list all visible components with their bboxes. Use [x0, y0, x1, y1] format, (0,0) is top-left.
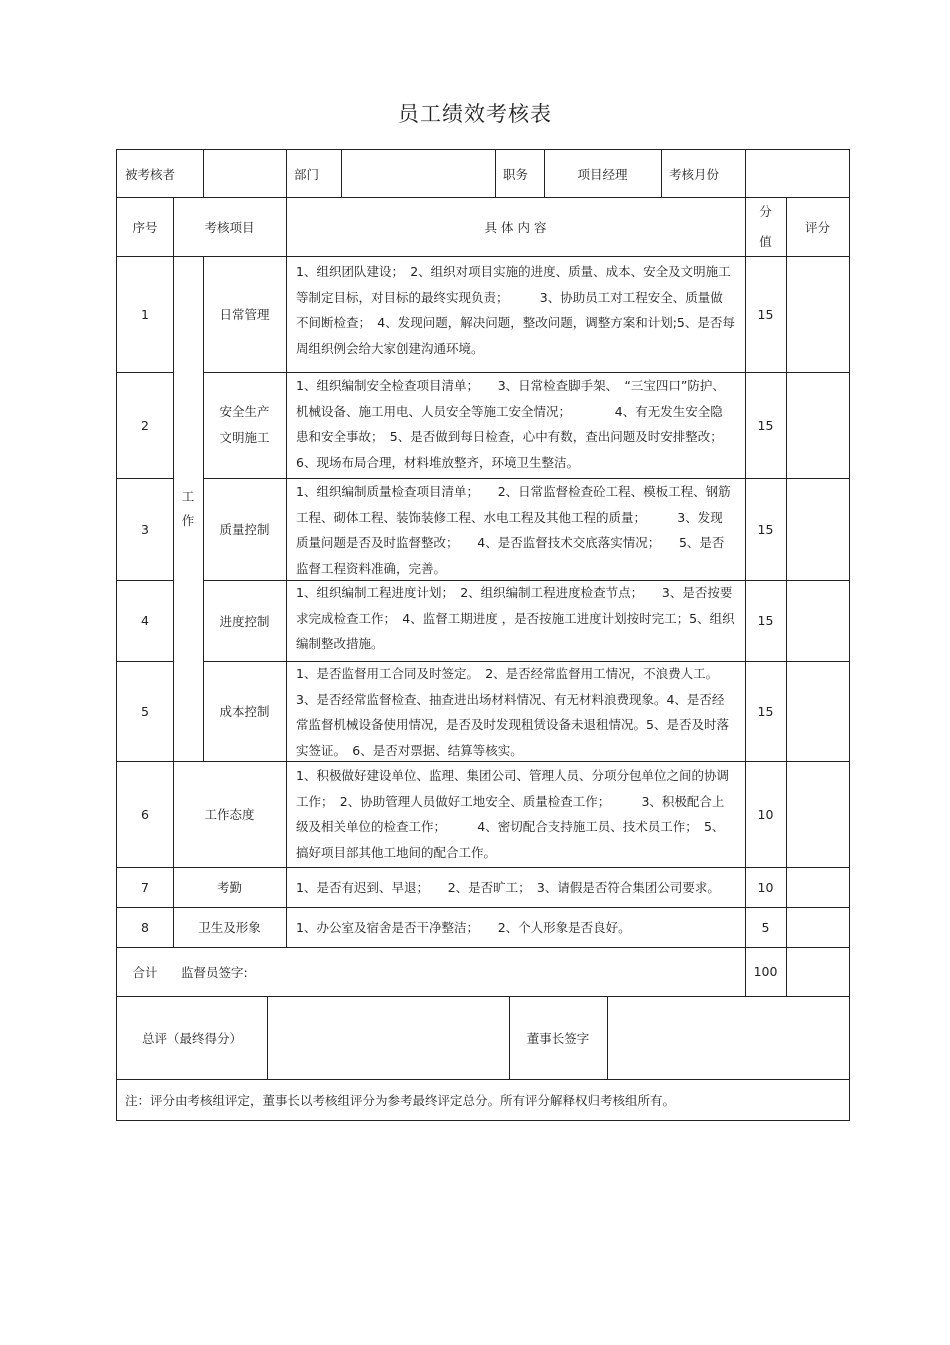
row-score: 15 [757, 306, 774, 322]
row-item: 卫生及形象 [198, 920, 261, 935]
total-rating-field[interactable] [786, 947, 849, 996]
position-field[interactable]: 项目经理 [577, 166, 628, 182]
supervisor-signature-field[interactable]: 监督员签字: [181, 964, 248, 980]
row-seq: 2 [141, 417, 149, 433]
examinee-label: 被考核者 [125, 166, 176, 182]
row-rating-field[interactable] [786, 761, 849, 867]
final-score-field[interactable] [267, 996, 509, 1079]
row-seq: 5 [141, 703, 149, 719]
row-content: 1、组织编制安全检查项目清单； 3、日常检查脚手架、 “三宝四口”防护、机械设备、施工用电、人员安全等施工安全情况； 4、有无发生安全隐患和安全事故； 5、是否做到每日检查，心中有数，查出问题及时安排整改； 6、现场布局合理，材料堆放整齐，环境卫生整洁。 [296, 378, 729, 470]
row-item [203, 372, 286, 478]
final-score-label: 总评（最终得分） [141, 1030, 242, 1046]
row-rating-field[interactable] [786, 661, 849, 761]
row-item-line: 文明施工 [219, 430, 270, 445]
month-label: 考核月份 [669, 166, 720, 182]
row-seq: 8 [141, 919, 149, 935]
row-seq: 4 [141, 613, 149, 628]
total-score: 100 [753, 964, 778, 979]
col-header-seq: 序号 [132, 219, 158, 235]
chairman-signature-label: 董事长签字 [526, 1030, 590, 1046]
row-rating-field[interactable] [786, 867, 849, 907]
row-content: 1、办公室及宿舍是否干净整洁； 2、个人形象是否良好。 [296, 920, 631, 935]
row-rating-field[interactable] [786, 478, 849, 580]
row-item: 质量控制 [219, 522, 270, 537]
row-content: 1、是否监督用工合同及时签定。 2、是否经常监督用工情况，不浪费人工。3、是否经常监督检查、抽查进出场材料情况、有无材料浪费现象。4、是否经常监督机械设备使用情况，是否及时发现租赁设备未退租情况。5、是否及时落实签证。 6、是否对票据、结算等核实。 [296, 666, 729, 758]
row-rating-field[interactable] [786, 372, 849, 478]
total-label: 合计 [132, 964, 158, 980]
row-item: 工作态度 [204, 807, 255, 822]
row-content: 1、是否有迟到、早退； 2、是否旷工； 3、请假是否符合集团公司要求。 [296, 880, 720, 895]
col-header-score-bottom: 值 [759, 233, 772, 249]
row-seq: 1 [141, 306, 149, 322]
work-group-label [173, 256, 203, 761]
row-score: 15 [757, 613, 774, 628]
col-header-score-top: 分 [759, 203, 772, 219]
page-title: 员工绩效考核表 [398, 102, 552, 126]
col-header-content: 具 体 内 容 [484, 219, 547, 235]
row-seq: 7 [141, 879, 149, 895]
appraisal-table [116, 149, 850, 1121]
row-item: 进度控制 [219, 613, 270, 629]
row-score: 10 [757, 879, 774, 895]
footnote: 注：评分由考核组评定，董事长以考核组评分为参考最终评定总分。所有评分解释权归考核组所有。 [125, 1093, 676, 1108]
col-header-score [745, 197, 786, 256]
row-score: 15 [757, 703, 774, 719]
row-score: 15 [757, 521, 774, 537]
row-rating-field[interactable] [786, 580, 849, 661]
row-content: 1、组织编制工程进度计划； 2、组织编制工程进度检查节点； 3、是否按要求完成检查工作； 4、监督工期进度 ，是否按施工进度计划按时完工；5、组织编制整改措施。 [296, 585, 735, 651]
row-score: 10 [757, 806, 774, 822]
row-rating-field[interactable] [786, 907, 849, 947]
col-header-item: 考核项目 [204, 219, 255, 235]
work-group-char: 工 [181, 488, 195, 504]
row-item: 成本控制 [219, 704, 270, 719]
department-field[interactable] [341, 150, 495, 197]
row-item-line: 安全生产 [219, 404, 270, 419]
chairman-signature-field[interactable] [607, 996, 849, 1079]
row-item: 日常管理 [219, 307, 270, 322]
examinee-field[interactable] [203, 150, 286, 197]
col-header-rating: 评分 [804, 219, 830, 235]
row-content: 1、组织编制质量检查项目清单； 2、日常监督检查砼工程、模板工程、钢筋工程、砌体工程、装饰装修工程、水电工程及其他工程的质量； 3、发现质量问题是否及时监督整改； 4、是否监督技术交底落实情况； 5、是否监督工程资料准确，完善。 [296, 484, 731, 576]
row-seq: 3 [141, 521, 149, 537]
department-label: 部门 [294, 166, 320, 182]
row-content: 1、积极做好建设单位、监理、集团公司、管理人员、分项分包单位之间的协调工作； 2、协助管理人员做好工地安全、质量检查工作； 3、积极配合上级及相关单位的检查工作； 4、密切配合支持施工员、技术员工作； 5、搞好项目部其他工地间的配合工作。 [296, 768, 729, 860]
row-seq: 6 [141, 806, 149, 822]
position-label: 职务 [503, 166, 529, 182]
work-group-char: 作 [181, 512, 195, 528]
row-score: 5 [761, 919, 770, 935]
row-item: 考勤 [216, 880, 242, 895]
month-field[interactable] [745, 150, 849, 197]
row-score: 15 [757, 417, 774, 433]
row-content: 1、组织团队建设； 2、组织对项目实施的进度、质量、成本、安全及文明施工等制定目标，对目标的最终实现负责； 3、协助员工对工程安全、质量做不间断检查； 4、发现问题，解决问题，整改问题，调整方案和计划;5、是否每周组织例会给大家创建沟通环境。 [296, 264, 735, 356]
row-rating-field[interactable] [786, 256, 849, 372]
